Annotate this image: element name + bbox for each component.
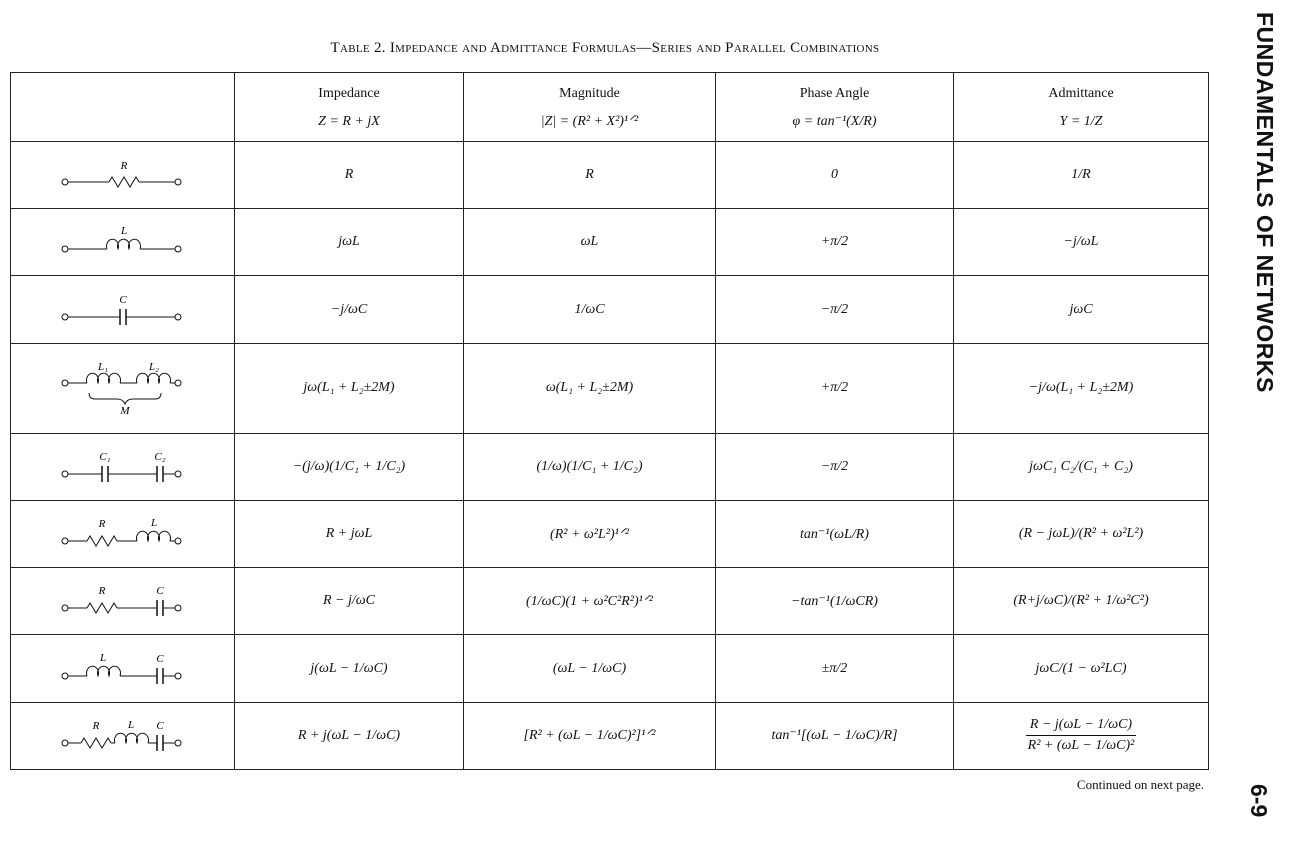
table-row: [11, 702, 1209, 769]
circuit-series-rl: [11, 501, 235, 568]
magnitude-cell: (1/ωC)(1 + ω²C²R²)¹ᐟ²: [464, 568, 716, 635]
coupled-inductors-symbol: [23, 361, 223, 415]
component-label: R: [92, 719, 99, 732]
magnitude-cell: ωL: [464, 209, 716, 276]
series-rlc-symbol: [23, 716, 223, 756]
admittance-cell: −j/ω(L₁ + L₂±2M): [954, 343, 1209, 433]
circuit-capacitor: [11, 276, 235, 343]
impedance-cell: R: [235, 142, 464, 209]
circuit-resistor: [11, 142, 235, 209]
fraction-numerator: R − j(ωL − 1/ωC): [1026, 717, 1136, 736]
header-phase: [716, 73, 954, 142]
admittance-cell: jωC/(1 − ω²LC): [954, 635, 1209, 702]
impedance-cell: −(j/ω)(1/C₁ + 1/C₂): [235, 433, 464, 500]
phase-cell: tan⁻¹(ωL/R): [716, 501, 954, 568]
inductor-symbol: [23, 222, 223, 262]
header-admittance: [954, 73, 1209, 142]
phase-cell: tan⁻¹[(ωL − 1/ωC)/R]: [716, 702, 954, 769]
phase-cell: +π/2: [716, 343, 954, 433]
component-label: R: [120, 160, 127, 173]
magnitude-cell: R: [464, 142, 716, 209]
page-number: 6-9: [1246, 784, 1272, 818]
admittance-fraction: [1024, 717, 1139, 754]
header-formula: |Z| = (R² + X²)¹ᐟ²: [540, 114, 639, 129]
component-label: C₁: [98, 450, 111, 463]
admittance-cell: (R − jωL)/(R² + ω²L²): [954, 501, 1209, 568]
impedance-cell: R + j(ωL − 1/ωC): [235, 702, 464, 769]
component-label: L: [120, 225, 127, 238]
admittance-cell: jωC₁ C₂/(C₁ + C₂): [954, 433, 1209, 500]
header-row: [11, 73, 1209, 142]
phase-cell: 0: [716, 142, 954, 209]
magnitude-cell: ω(L₁ + L₂±2M): [464, 343, 716, 433]
component-label: R: [98, 585, 105, 598]
component-label: L₁: [97, 361, 108, 374]
series-capacitors-symbol: [23, 447, 223, 487]
component-label: C: [118, 293, 127, 306]
header-formula: φ = tan⁻¹(X/R): [792, 114, 877, 129]
component-label: C: [155, 585, 164, 598]
running-head: FUNDAMENTALS OF NETWORKS: [1252, 12, 1278, 393]
table-row: [11, 209, 1209, 276]
table-row: [11, 635, 1209, 702]
table-row: [11, 276, 1209, 343]
circuit-series-capacitors: [11, 433, 235, 500]
table-row: [11, 501, 1209, 568]
magnitude-cell: [R² + (ωL − 1/ωC)²]¹ᐟ²: [464, 702, 716, 769]
circuit-inductor: [11, 209, 235, 276]
circuit-series-rc: [11, 568, 235, 635]
admittance-cell: 1/R: [954, 142, 1209, 209]
admittance-cell: [954, 702, 1209, 769]
table-caption: Table 2. Impedance and Admittance Formulas—Series and Parallel Combinations: [330, 40, 880, 56]
header-label: Impedance: [318, 86, 380, 101]
fraction-denominator: R² + (ωL − 1/ωC)²: [1027, 738, 1135, 754]
admittance-cell: jωC: [954, 276, 1209, 343]
header-circuit: [11, 73, 235, 142]
magnitude-cell: (ωL − 1/ωC): [464, 635, 716, 702]
circuit-coupled-inductors: [11, 343, 235, 433]
magnitude-cell: (1/ω)(1/C₁ + 1/C₂): [464, 433, 716, 500]
mutual-label: M: [119, 405, 130, 416]
phase-cell: −π/2: [716, 276, 954, 343]
component-label: L: [150, 517, 157, 530]
impedance-cell: R − j/ωC: [235, 568, 464, 635]
header-label: Admittance: [1048, 86, 1114, 101]
phase-cell: +π/2: [716, 209, 954, 276]
impedance-cell: R + jωL: [235, 501, 464, 568]
phase-cell: −π/2: [716, 433, 954, 500]
component-label: L: [99, 651, 106, 664]
header-formula: Y = 1/Z: [1059, 114, 1103, 129]
phase-cell: −tan⁻¹(1/ωCR): [716, 568, 954, 635]
admittance-cell: (R+j/ωC)/(R² + 1/ω²C²): [954, 568, 1209, 635]
continued-note: Continued on next page.: [1076, 777, 1204, 792]
header-magnitude: [464, 73, 716, 142]
component-label: C₂: [153, 450, 166, 463]
magnitude-cell: (R² + ω²L²)¹ᐟ²: [464, 501, 716, 568]
series-rc-symbol: [23, 581, 223, 621]
phase-cell: ±π/2: [716, 635, 954, 702]
table-row: [11, 433, 1209, 500]
series-rl-symbol: [23, 514, 223, 554]
header-formula: Z = R + jX: [318, 114, 380, 129]
header-impedance: [235, 73, 464, 142]
resistor-symbol: [23, 155, 223, 195]
header-label: Phase Angle: [799, 86, 870, 101]
table-row: [11, 343, 1209, 433]
circuit-series-lc: [11, 635, 235, 702]
series-lc-symbol: [23, 649, 223, 689]
table-row: [11, 568, 1209, 635]
component-label: R: [98, 518, 105, 531]
impedance-cell: jωL: [235, 209, 464, 276]
capacitor-symbol: [23, 290, 223, 330]
header-label: Magnitude: [559, 86, 620, 101]
component-label: L: [127, 718, 134, 731]
component-label: L₂: [148, 361, 159, 374]
admittance-cell: −j/ωL: [954, 209, 1209, 276]
impedance-cell: j(ωL − 1/ωC): [235, 635, 464, 702]
impedance-cell: −j/ωC: [235, 276, 464, 343]
circuit-series-rlc: [11, 702, 235, 769]
table-row: [11, 142, 1209, 209]
component-label: C: [155, 652, 164, 665]
impedance-cell: jω(L₁ + L₂±2M): [235, 343, 464, 433]
component-label: C: [155, 719, 164, 732]
impedance-table: [10, 72, 1209, 770]
magnitude-cell: 1/ωC: [464, 276, 716, 343]
